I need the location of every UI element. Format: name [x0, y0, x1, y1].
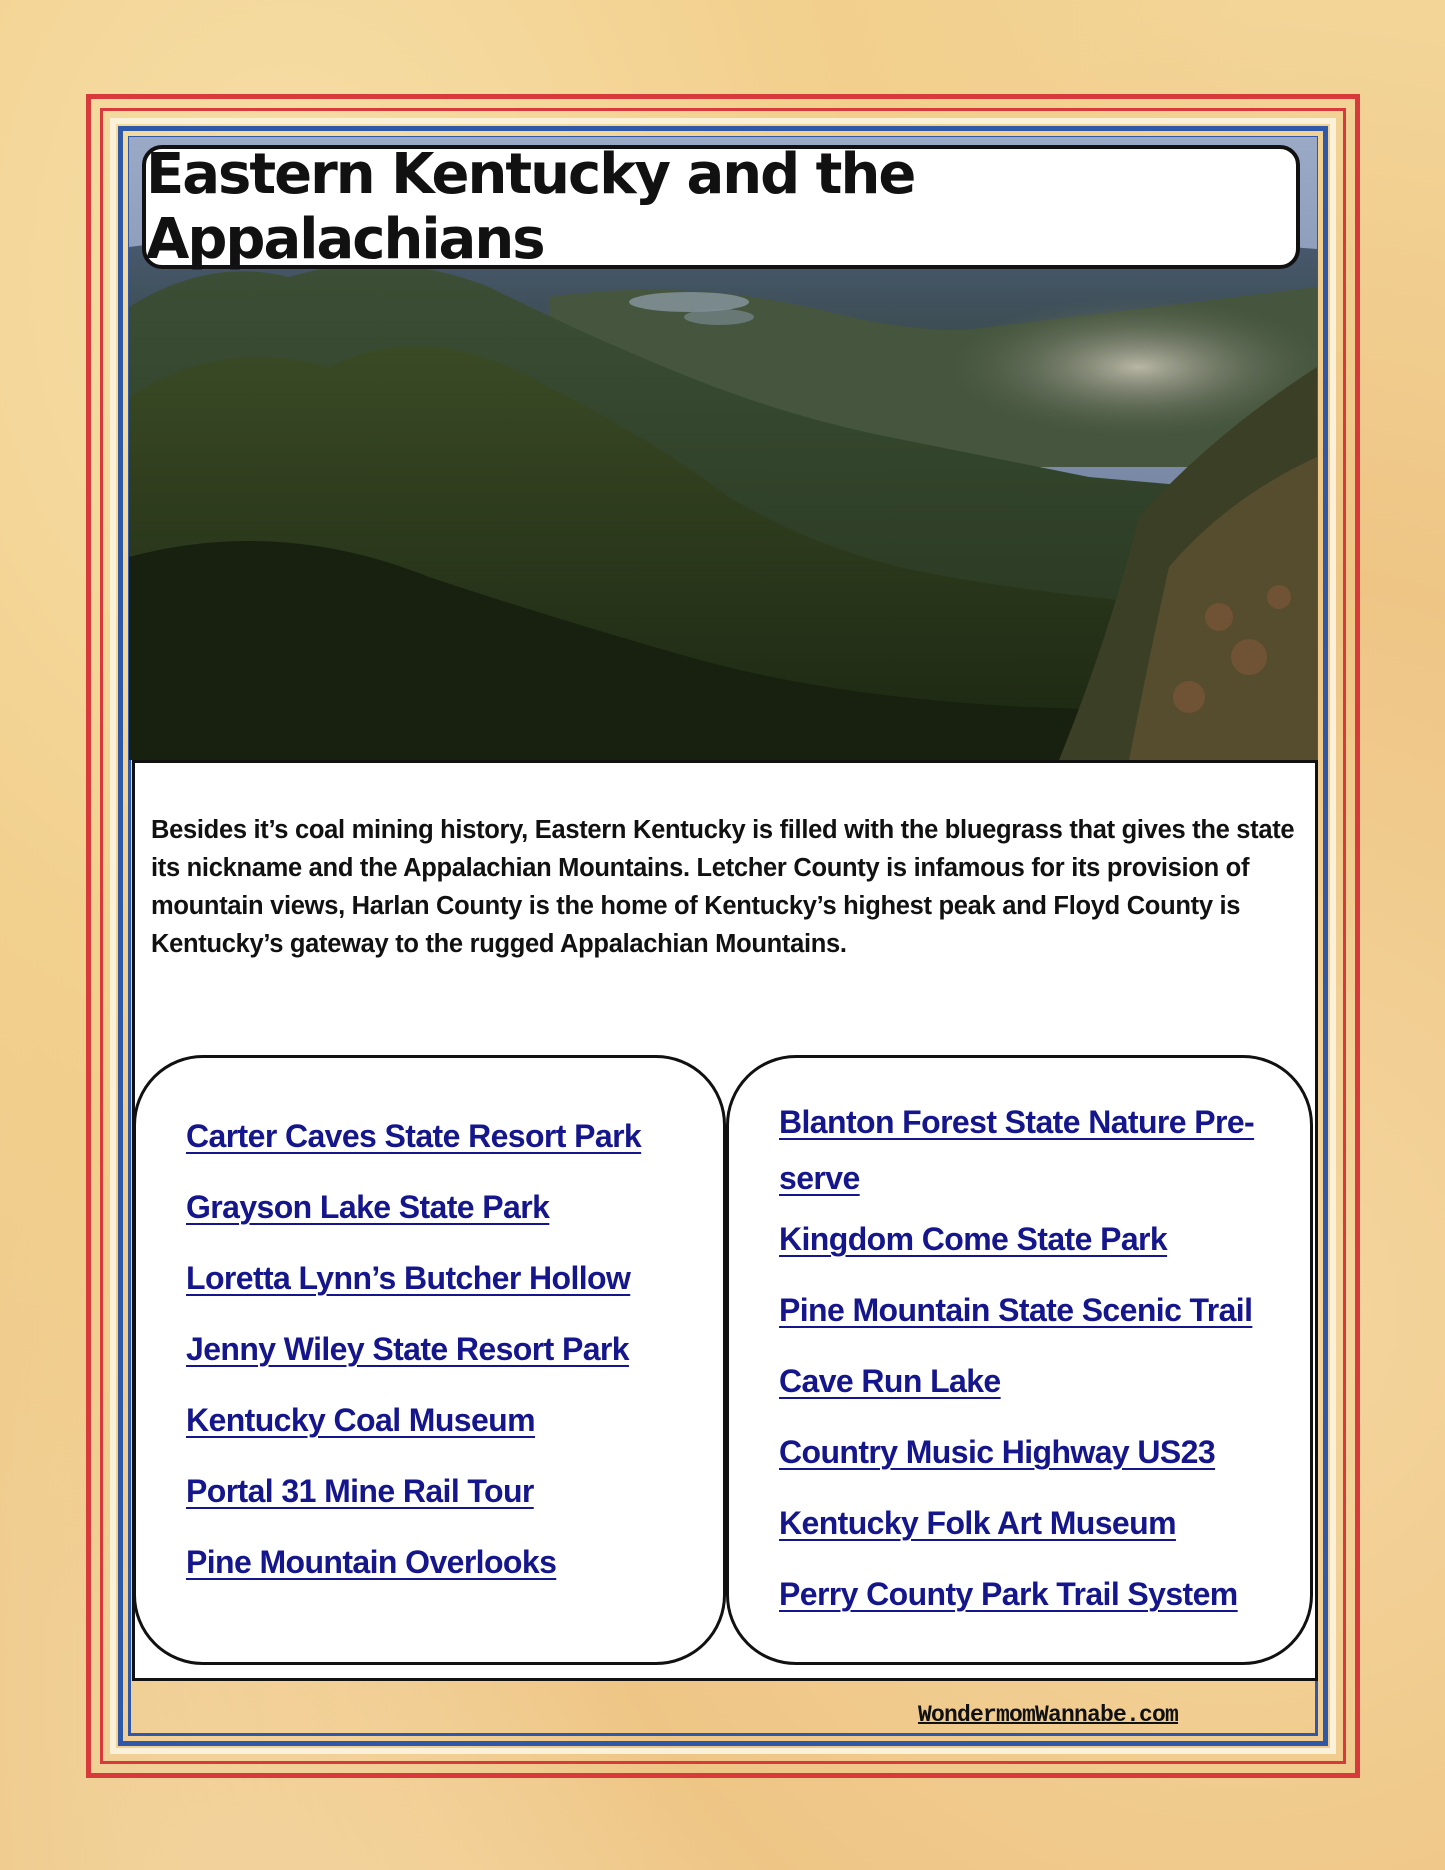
list-item: [186, 1118, 723, 1189]
list-item: [186, 1189, 723, 1260]
list-item: [779, 1221, 1310, 1292]
list-item: [779, 1094, 1310, 1221]
link-blanton-forest[interactable]: Blanton Forest State Nature Pre-serve: [779, 1104, 1255, 1196]
link-pine-mountain-trail[interactable]: Pine Mountain State Scenic Trail: [779, 1292, 1253, 1328]
list-item: [186, 1544, 723, 1615]
page-title: Eastern Kentucky and the Appalachians: [146, 142, 915, 272]
link-kingdom-come[interactable]: Kingdom Come State Park: [779, 1221, 1168, 1257]
list-item: [186, 1260, 723, 1331]
list-item: [186, 1402, 723, 1473]
list-item: [186, 1331, 723, 1402]
title-box: [142, 142, 1300, 272]
link-portal-31[interactable]: Portal 31 Mine Rail Tour: [186, 1473, 534, 1509]
content-panel: [132, 760, 1318, 1681]
list-item: [779, 1576, 1310, 1647]
intro-paragraph: Besides it’s coal mining history, Eastern Kentucky is filled with the bluegrass that gives the state its nickname and the Appalachian Mountains. Letcher County is infamous for its provision of mountain views, Harlan County is the home of Kentucky’s highest peak and Floyd County is Kentucky’s gateway to the rugged Appalachian Mountains.: [151, 816, 1295, 958]
link-cave-run-lake[interactable]: Cave Run Lake: [779, 1363, 1001, 1399]
right-links-list: [729, 1058, 1310, 1647]
link-perry-county-trails[interactable]: Perry County Park Trail System: [779, 1576, 1238, 1612]
left-links-box: [133, 1055, 726, 1665]
link-folk-art-museum[interactable]: Kentucky Folk Art Museum: [779, 1505, 1176, 1541]
right-links-box: [726, 1055, 1313, 1665]
link-carter-caves[interactable]: Carter Caves State Resort Park: [186, 1118, 642, 1154]
site-credit[interactable]: WondermomWannabe.com: [918, 1702, 1179, 1728]
link-grayson-lake[interactable]: Grayson Lake State Park: [186, 1189, 550, 1225]
link-jenny-wiley[interactable]: Jenny Wiley State Resort Park: [186, 1331, 629, 1367]
link-country-music-highway[interactable]: Country Music Highway US23: [779, 1434, 1216, 1470]
list-item: [779, 1434, 1310, 1505]
link-coal-museum[interactable]: Kentucky Coal Museum: [186, 1402, 535, 1438]
list-item: [779, 1505, 1310, 1576]
link-butcher-hollow[interactable]: Loretta Lynn’s Butcher Hollow: [186, 1260, 631, 1296]
link-pine-mountain-overlooks[interactable]: Pine Mountain Overlooks: [186, 1544, 557, 1580]
list-item: [779, 1292, 1310, 1363]
list-item: [779, 1363, 1310, 1434]
list-item: [186, 1473, 723, 1544]
left-links-list: [136, 1058, 723, 1615]
